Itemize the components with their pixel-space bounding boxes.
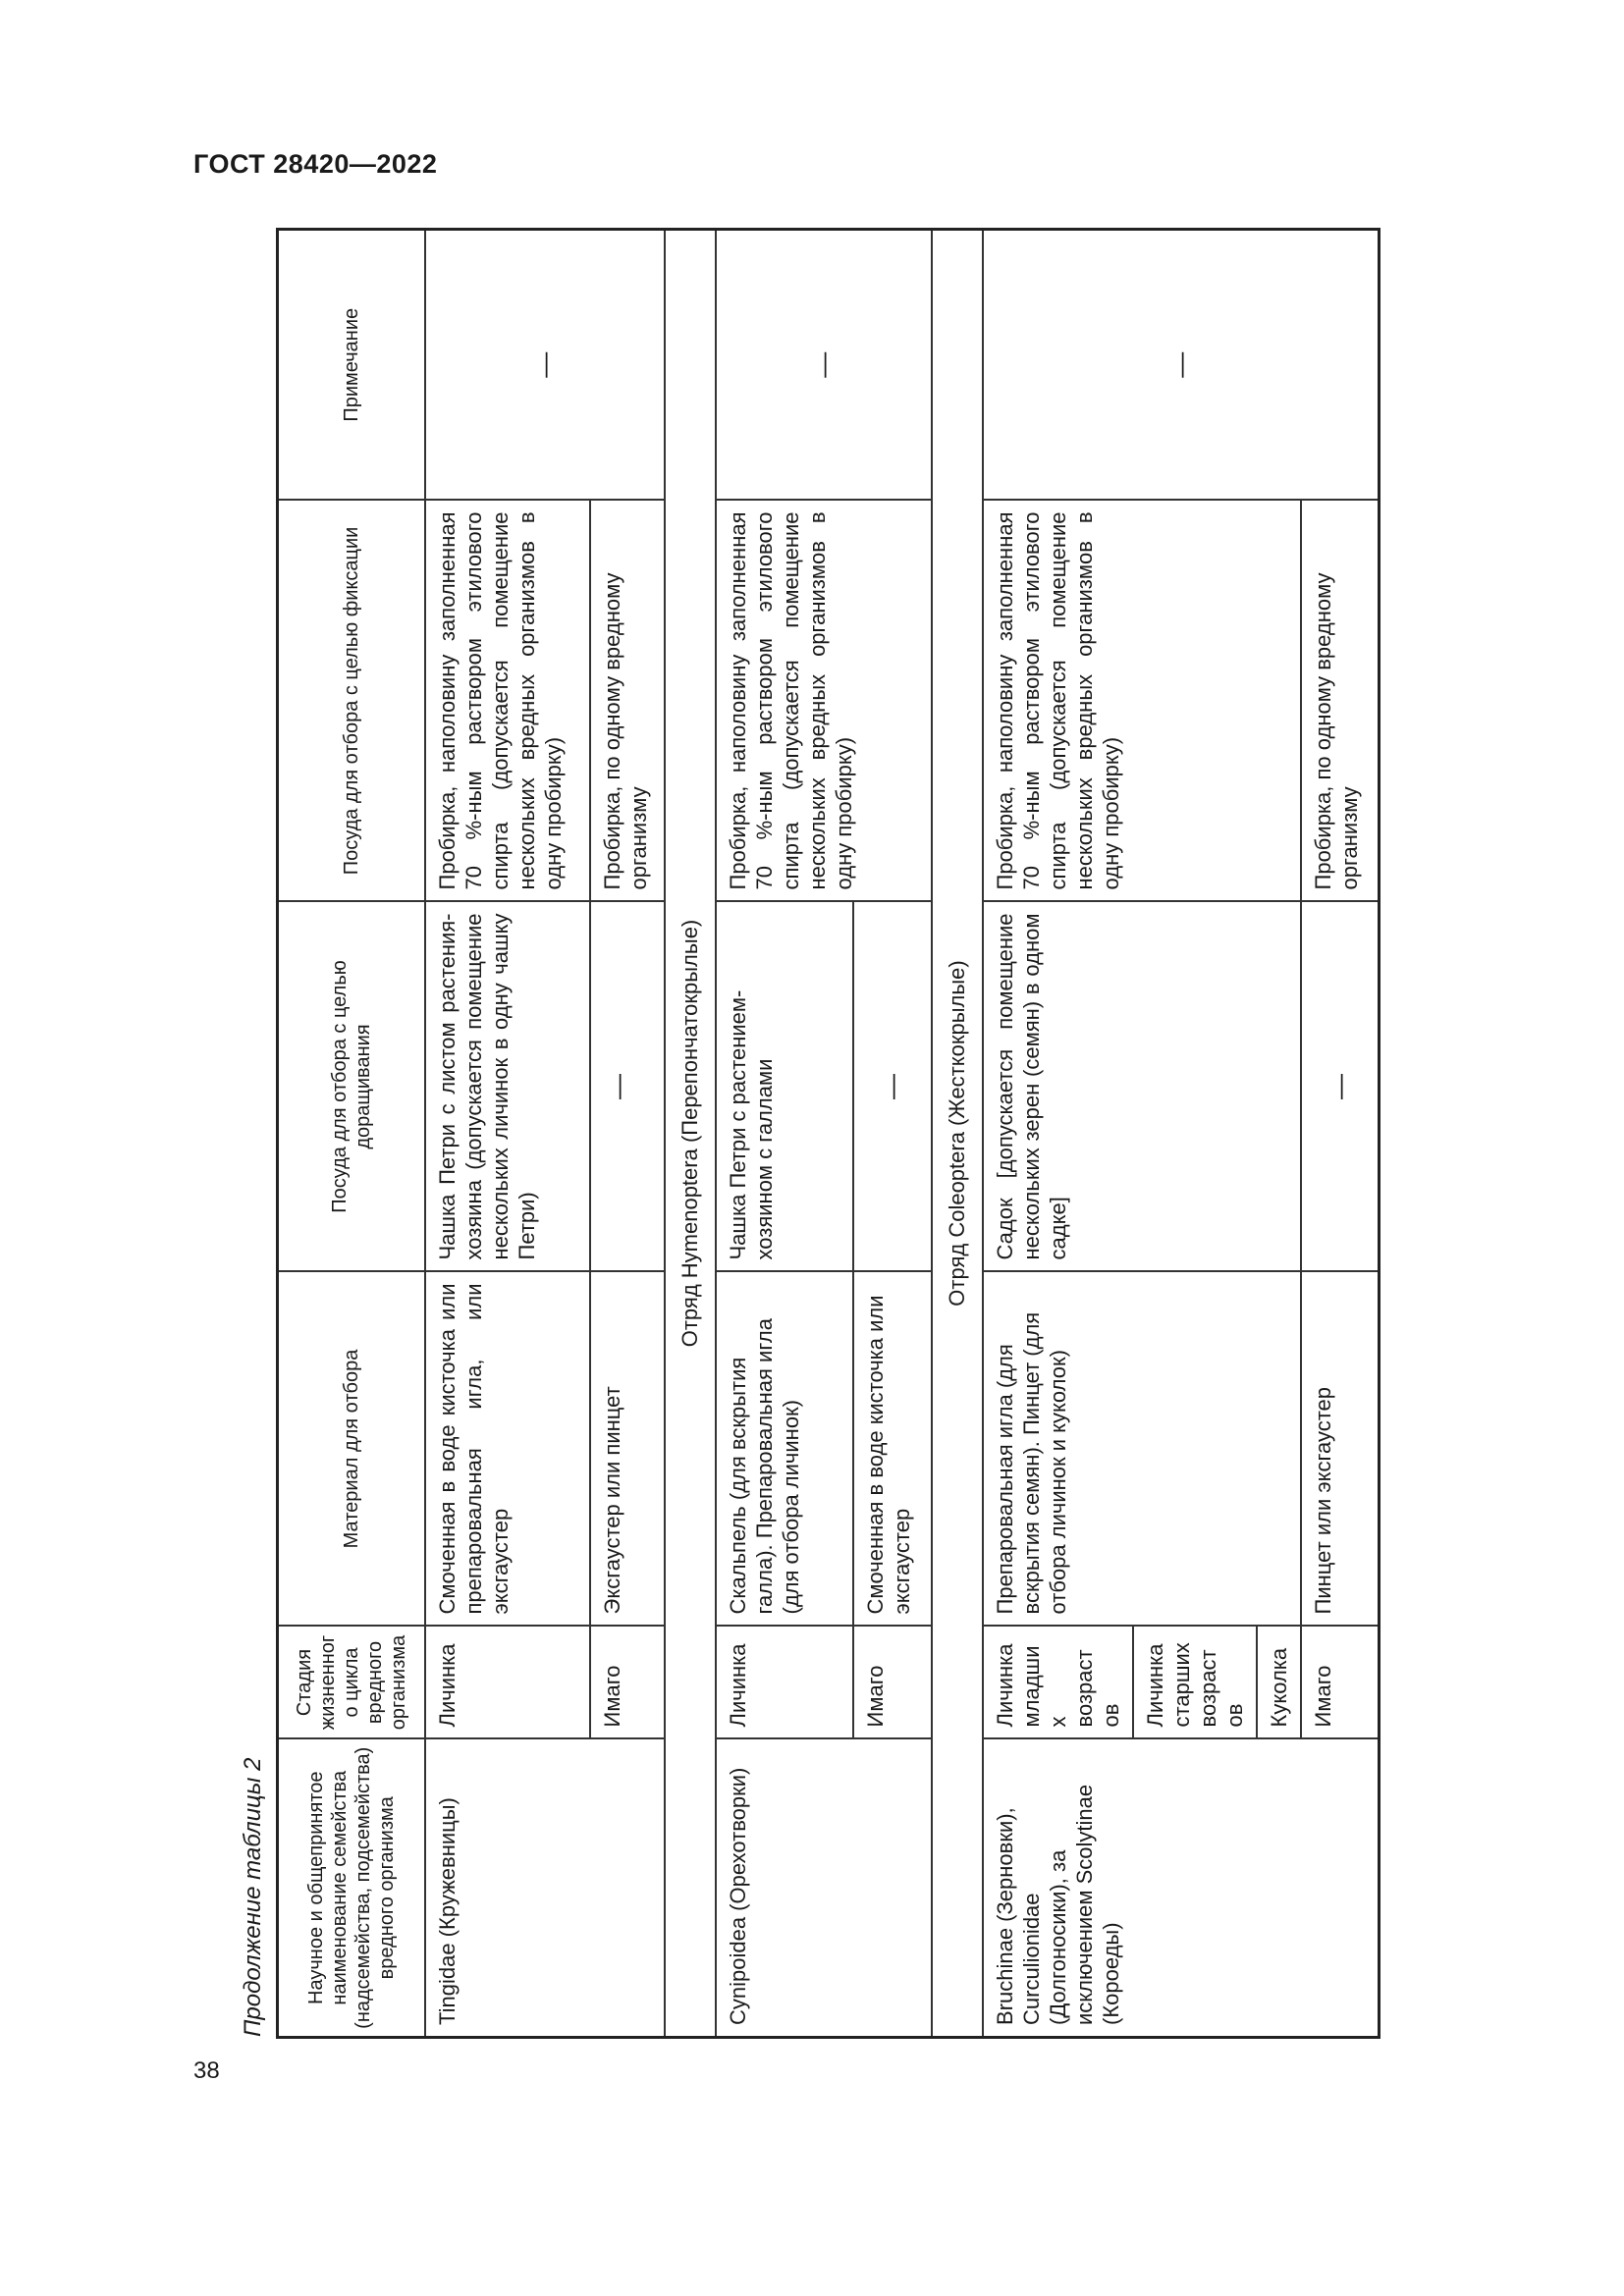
tingidae-fixation-larva: Пробирка, наполовину заполненная 70 %-ным раствором этилового спирта (допускается помещение нескольких вредных организмов в одну пробирку) xyxy=(425,500,590,901)
tingidae-stage-larva: Личинка xyxy=(425,1626,590,1738)
table-row xyxy=(983,229,1133,2037)
cynipoidea-rearing-larva: Чашка Петри с растением-хозяином с галлами xyxy=(716,901,853,1271)
bruchinae-note: — xyxy=(983,229,1380,500)
cynipoidea-material-imago: Смоченная в воде кисточка или эксгаустер xyxy=(853,1271,932,1626)
tingidae-stage-imago: Имаго xyxy=(590,1626,665,1738)
section-row xyxy=(932,229,983,2037)
bruchinae-rearing-imago: — xyxy=(1301,901,1380,1271)
bruchinae-rearing: Садок [допускается помещение нескольких зерен (семян) в одном садке] xyxy=(983,901,1301,1271)
bruchinae-stage-pupa: Куколка xyxy=(1257,1626,1301,1738)
header-name: Научное и общепринятое наименование семейства (надсемейства, подсемейства) вредного организма xyxy=(278,1738,425,2037)
section-coleoptera: Отряд Coleoptera (Жесткокрылые) xyxy=(932,229,983,2037)
bruchinae-fixation: Пробирка, наполовину заполненная 70 %-ным раствором этилового спирта (допускается помещение нескольких вредных организмов в одну пробирку) xyxy=(983,500,1301,901)
document-title: ГОСТ 28420—2022 xyxy=(193,149,438,179)
table-header-row xyxy=(278,229,425,2037)
tingidae-material-larva: Смоченная в воде кисточка или препаровальная игла, или эксгаустер xyxy=(425,1271,590,1626)
section-row xyxy=(665,229,716,2037)
tingidae-rearing-imago: — xyxy=(590,901,665,1271)
tingidae-material-imago: Эксгаустер или пинцет xyxy=(590,1271,665,1626)
bruchinae-material: Препаровальная игла (для вскрытия семян). Пинцет (для отбора личинок и куколок) xyxy=(983,1271,1301,1626)
tingidae-rearing-larva: Чашка Петри с листом растения-хозяина (допускается помещение нескольких личинок в одну чашку Петри) xyxy=(425,901,590,1271)
cynipoidea-material-larva: Скальпель (для вскрытия галла). Препаровальная игла (для отбора личинок) xyxy=(716,1271,853,1626)
tingidae-note: — xyxy=(425,229,665,500)
bruchinae-material-imago: Пинцет или эксгаустер xyxy=(1301,1271,1380,1626)
header-rearing: Посуда для отбора с целью доращивания xyxy=(278,901,425,1271)
cynipoidea-stage-larva: Личинка xyxy=(716,1626,853,1738)
tingidae-fixation-imago: Пробирка, по одному вредному организму xyxy=(590,500,665,901)
cynipoidea-name: Cynipoidea (Орехотворки) xyxy=(716,1738,932,2037)
header-material: Материал для отбора xyxy=(278,1271,425,1626)
bruchinae-stage-young-larva: Личинка младших возрастов xyxy=(983,1626,1133,1738)
bruchinae-fixation-imago: Пробирка, по одному вредному организму xyxy=(1301,500,1380,901)
header-note: Примечание xyxy=(278,229,425,500)
cynipoidea-fixation: Пробирка, наполовину заполненная 70 %-ным раствором этилового спирта (допускается помещение нескольких вредных организмов в одну пробирку) xyxy=(716,500,932,901)
table-caption: Продолжение таблицы 2 xyxy=(240,1757,266,2037)
table-row xyxy=(425,229,590,2037)
header-fixation: Посуда для отбора с целью фиксации xyxy=(278,500,425,901)
page-number: 38 xyxy=(193,2057,220,2084)
tingidae-name: Tingidae (Кружевницы) xyxy=(425,1738,665,2037)
table-row xyxy=(716,229,853,2037)
cynipoidea-stage-imago: Имаго xyxy=(853,1626,932,1738)
cynipoidea-rearing-imago: — xyxy=(853,901,932,1271)
section-hymenoptera: Отряд Hymenoptera (Перепончатокрылые) xyxy=(665,229,716,2037)
bruchinae-name: Bruchinae (Зерновки), Curculionidae (Долгоносики), за исключением Scolytinae (Короеды) xyxy=(983,1738,1380,2037)
header-stage: Стадия жизненного цикла вредного организма xyxy=(278,1626,425,1738)
bruchinae-stage-old-larva: Личинка старших возрастов xyxy=(1133,1626,1257,1738)
bruchinae-stage-imago: Имаго xyxy=(1301,1626,1380,1738)
rotated-table-block xyxy=(231,231,1362,2039)
data-table xyxy=(276,228,1380,2039)
cynipoidea-note: — xyxy=(716,229,932,500)
